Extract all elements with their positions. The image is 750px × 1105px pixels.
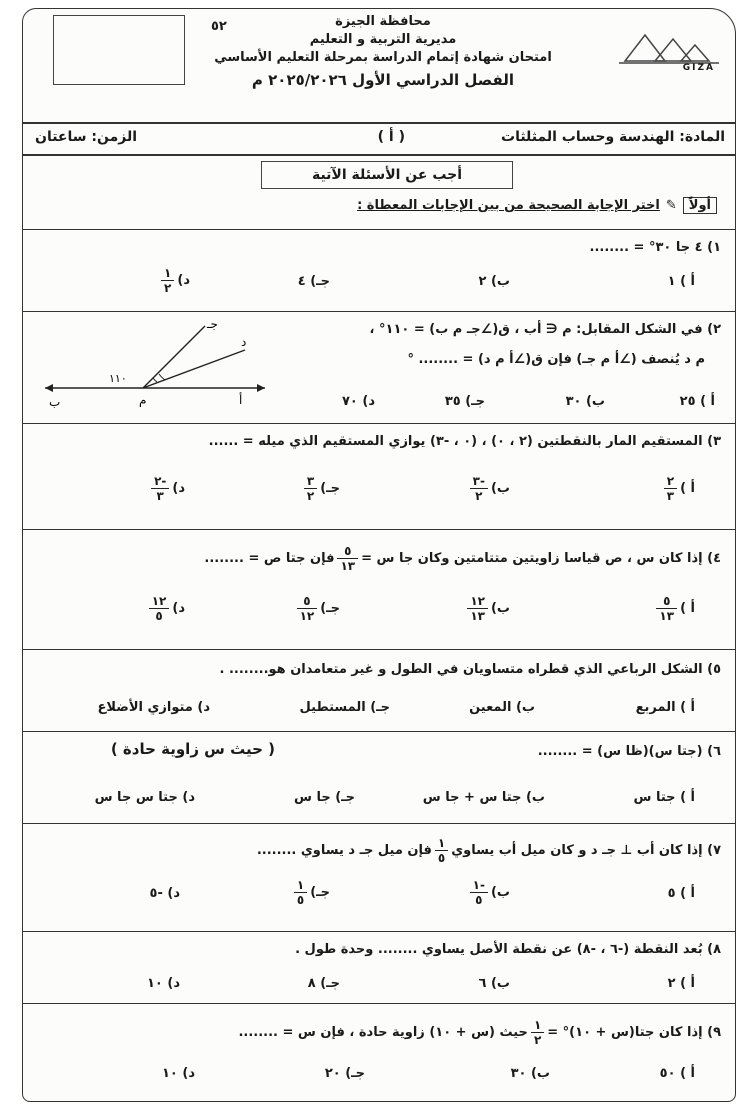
governorate-title: محافظة الجيزة (335, 14, 431, 29)
option-a[interactable]: أ ) ٥٠ (659, 1066, 695, 1081)
question-text: ٨) بُعد النقطة (-٦ ، -٨) عن نقطة الأصل يساوي ........ وحدة طول . (295, 942, 721, 957)
label-a: أ (239, 393, 243, 407)
time-label: الزمن: ساعتان (35, 129, 138, 145)
label-d: د (241, 335, 247, 349)
option-c[interactable]: جـ) $\frac{٥}{١٢}$ (294, 594, 340, 623)
label-c: جـ (207, 317, 218, 331)
option-a[interactable]: أ ) ٢ (667, 976, 695, 991)
question-text: ٣) المستقيم المار بالنقطتين (٢ ، ٠) ، (٠ ، -٣) يوازي المستقيم الذي ميله = ...... (208, 434, 721, 449)
option-c[interactable]: جـ) ٢٠ (324, 1066, 365, 1081)
section-instruction: اختر الإجابة الصحيحة من بين الإجابات المعطاة : (357, 198, 660, 213)
option-b[interactable]: ب) ٣٠ (565, 394, 605, 409)
option-d[interactable]: د) متوازي الأضلاع (97, 700, 210, 715)
pointer-icon: ✎ (665, 198, 677, 213)
exam-header (23, 9, 735, 121)
option-a[interactable]: أ ) ٢٥ (679, 394, 715, 409)
label-b: ب (49, 395, 61, 408)
question-text: ٦) (جتا س)(ظا س) = ........ (537, 744, 721, 759)
question-text: ٩) إذا كان جتا(س + ١٠)° = $\frac{١}{٢}$ حيث (س + ١٠) زاوية حادة ، فإن س = ........ (238, 1018, 721, 1047)
option-c[interactable]: جـ) $\frac{٣}{٢}$ (301, 474, 340, 503)
question-1 (23, 229, 735, 312)
question-5 (23, 649, 735, 732)
option-c[interactable]: جـ) ٤ (297, 274, 330, 289)
option-b[interactable]: ب) ٢ (478, 274, 510, 289)
option-c[interactable]: جـ) ٣٥ (444, 394, 485, 409)
question-text: ٤) إذا كان س ، ص قياسا زاويتين متتامتين وكان جا س = $\frac{٥}{١٣}$ فإن جتا ص = ........ (204, 544, 721, 573)
question-4 (23, 529, 735, 650)
question-9 (23, 1003, 735, 1100)
option-d[interactable]: د) $\frac{١٢}{٥}$ (146, 594, 185, 623)
question-3 (23, 423, 735, 530)
answer-instruction-box: أجب عن الأسئلة الآتية (261, 161, 513, 189)
option-a[interactable]: أ ) $\frac{٢}{٣}$ (661, 474, 695, 503)
option-b[interactable]: ب) جتا س + جا س (422, 790, 545, 805)
option-c[interactable]: جـ) ٨ (307, 976, 340, 991)
option-a[interactable]: أ ) ١ (667, 274, 695, 289)
angle-110-label: ١١٠ (109, 372, 127, 385)
option-d[interactable]: د) ١٠ (146, 976, 180, 991)
section-heading (357, 197, 717, 214)
question-text: ٢) في الشكل المقابل: م ∈ أب ، ق(∠جـ م ب) = ١١٠° ، (369, 322, 721, 337)
question-7 (23, 823, 735, 932)
option-c[interactable]: جـ) المستطيل (299, 700, 390, 715)
option-d[interactable]: د) $\frac{-٢}{٣}$ (148, 474, 185, 503)
option-b[interactable]: ب) ٣٠ (510, 1066, 550, 1081)
option-d[interactable]: د) ١٠ (161, 1066, 195, 1081)
question-2 (23, 311, 735, 424)
seat-number-box (53, 15, 185, 85)
option-d[interactable]: د) $\frac{١}{٢}$ (158, 266, 190, 295)
option-a[interactable]: أ ) $\frac{٥}{١٣}$ (653, 594, 695, 623)
option-a[interactable]: أ ) ٥ (667, 886, 695, 901)
option-b[interactable]: ب) المعين (469, 700, 535, 715)
option-b[interactable]: ب) ٦ (478, 976, 510, 991)
model-label: ( أ ) (377, 129, 405, 145)
option-d[interactable]: د) -٥ (149, 886, 180, 901)
option-b[interactable]: ب) $\frac{-٣}{٢}$ (467, 474, 510, 503)
option-d[interactable]: د) جتا س جا س (94, 790, 195, 805)
section-label: أولاً (683, 197, 717, 214)
option-a[interactable]: أ ) المربع (635, 700, 695, 715)
page-mark: ٥٢ (211, 19, 227, 34)
question-6 (23, 731, 735, 824)
question-text: ١) ٤ جا ٣٠° = ........ (589, 240, 721, 255)
question-8 (23, 931, 735, 1004)
option-d[interactable]: د) ٧٠ (341, 394, 375, 409)
option-a[interactable]: أ ) جتا س (633, 790, 695, 805)
question-text-line-2: م د يُنصف (∠أ م جـ) فإن ق(∠أ م د) = ........ ° (407, 352, 705, 367)
option-c[interactable]: جـ) $\frac{١}{٥}$ (291, 878, 330, 907)
question-text: ٧) إذا كان أب ⊥ جـ د و كان ميل أب يساوي $\frac{١}{٥}$ فإن ميل جـ د يساوي ........ (256, 836, 721, 865)
option-b[interactable]: ب) $\frac{-١}{٥}$ (467, 878, 510, 907)
question-text: ٥) الشكل الرباعي الذي قطراه متساويان في الطول و غير متعامدان هو........ . (219, 662, 721, 677)
exam-page (22, 8, 736, 1102)
angle-figure (33, 316, 273, 408)
logo-caption: GIZA (682, 63, 715, 73)
directorate-title: مديرية التربية و التعليم (309, 32, 457, 47)
question-note: ( حيث س زاوية حادة ) (110, 740, 275, 758)
option-b[interactable]: ب) $\frac{١٢}{١٣}$ (464, 594, 510, 623)
label-m: م (139, 393, 147, 407)
subject-label: المادة: الهندسة وحساب المثلثات (501, 129, 725, 145)
option-c[interactable]: جـ) جا س (294, 790, 355, 805)
subject-bar (23, 122, 735, 156)
exam-name: امتحان شهادة إتمام الدراسة بمرحلة التعليم الأساسي (214, 50, 552, 65)
exam-term: الفصل الدراسي الأول ٢٠٢٥/٢٠٢٦ م (251, 71, 515, 89)
